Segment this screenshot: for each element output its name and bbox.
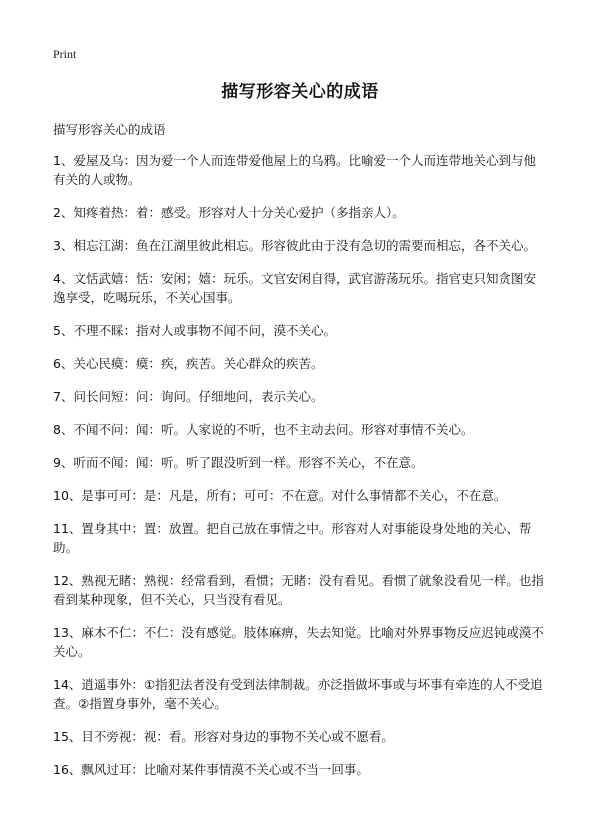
list-item: 15、目不旁视：视：看。形容对身边的事物不关心或不愿看。 xyxy=(53,729,394,744)
list-item: 9、听而不闻：闻：听。听了跟没听到一样。形容不关心，不在意。 xyxy=(53,455,424,470)
list-item: 3、相忘江湖：鱼在江湖里彼此相忘。形容彼此由于没有急切的需要而相忘，各不关心。 xyxy=(53,238,536,253)
list-item: 2、知疼着热：着：感受。形容对人十分关心爱护（多指亲人）。 xyxy=(53,205,405,220)
list-item: 7、问长问短：问：询问。仔细地问，表示关心。 xyxy=(53,389,324,404)
print-label: Print xyxy=(53,47,77,61)
list-item: 16、飘风过耳：比喻对某件事情漠不关心或不当一回事。 xyxy=(53,762,369,777)
list-item: 6、关心民瘼：瘼：疾，疾苦。关心群众的疾苦。 xyxy=(53,356,324,371)
list-item: 4、文恬武嬉：恬：安闲；嬉：玩乐。文官安闲自得，武官游荡玩乐。指官吏只知贪图安逸享受，吃喝玩乐，不关心国事。 xyxy=(53,271,536,305)
list-item: 11、置身其中：置：放置。把自己放在事情之中。形容对人对事能设身处地的关心、帮助。 xyxy=(53,521,532,555)
list-item: 13、麻木不仁：不仁：没有感觉。肢体麻痹，失去知觉。比喻对外界事物反应迟钝或漠不关心。 xyxy=(53,625,544,659)
list-item: 5、不理不睬：指对人或事物不闻不问，漠不关心。 xyxy=(53,323,336,338)
list-item: 8、不闻不问：闻：听。人家说的不听，也不主动去问。形容对事情不关心。 xyxy=(53,422,474,437)
idiom-list xyxy=(53,151,548,793)
list-item: 12、熟视无睹：熟视：经常看到，看惯；无睹：没有看见。看惯了就象没看见一样。也指看到某种现象，但不关心，只当没有看见。 xyxy=(53,573,544,607)
list-item: 14、逍遥事外：①指犯法者没有受到法律制裁。亦泛指做坏事或与坏事有牵连的人不受追查。②指置身事外，毫不关心。 xyxy=(53,677,543,711)
document-subtitle: 描写形容关心的成语 xyxy=(53,122,166,137)
list-item: 10、是事可可：是：凡是，所有；可可：不在意。对什么事情都不关心，不在意。 xyxy=(53,488,507,503)
page-title: 描写形容关心的成语 xyxy=(221,82,379,102)
list-item: 1、爱屋及乌：因为爱一个人而连带爱他屋上的乌鸦。比喻爱一个人而连带地关心到与他有关的人或物。 xyxy=(53,153,536,187)
